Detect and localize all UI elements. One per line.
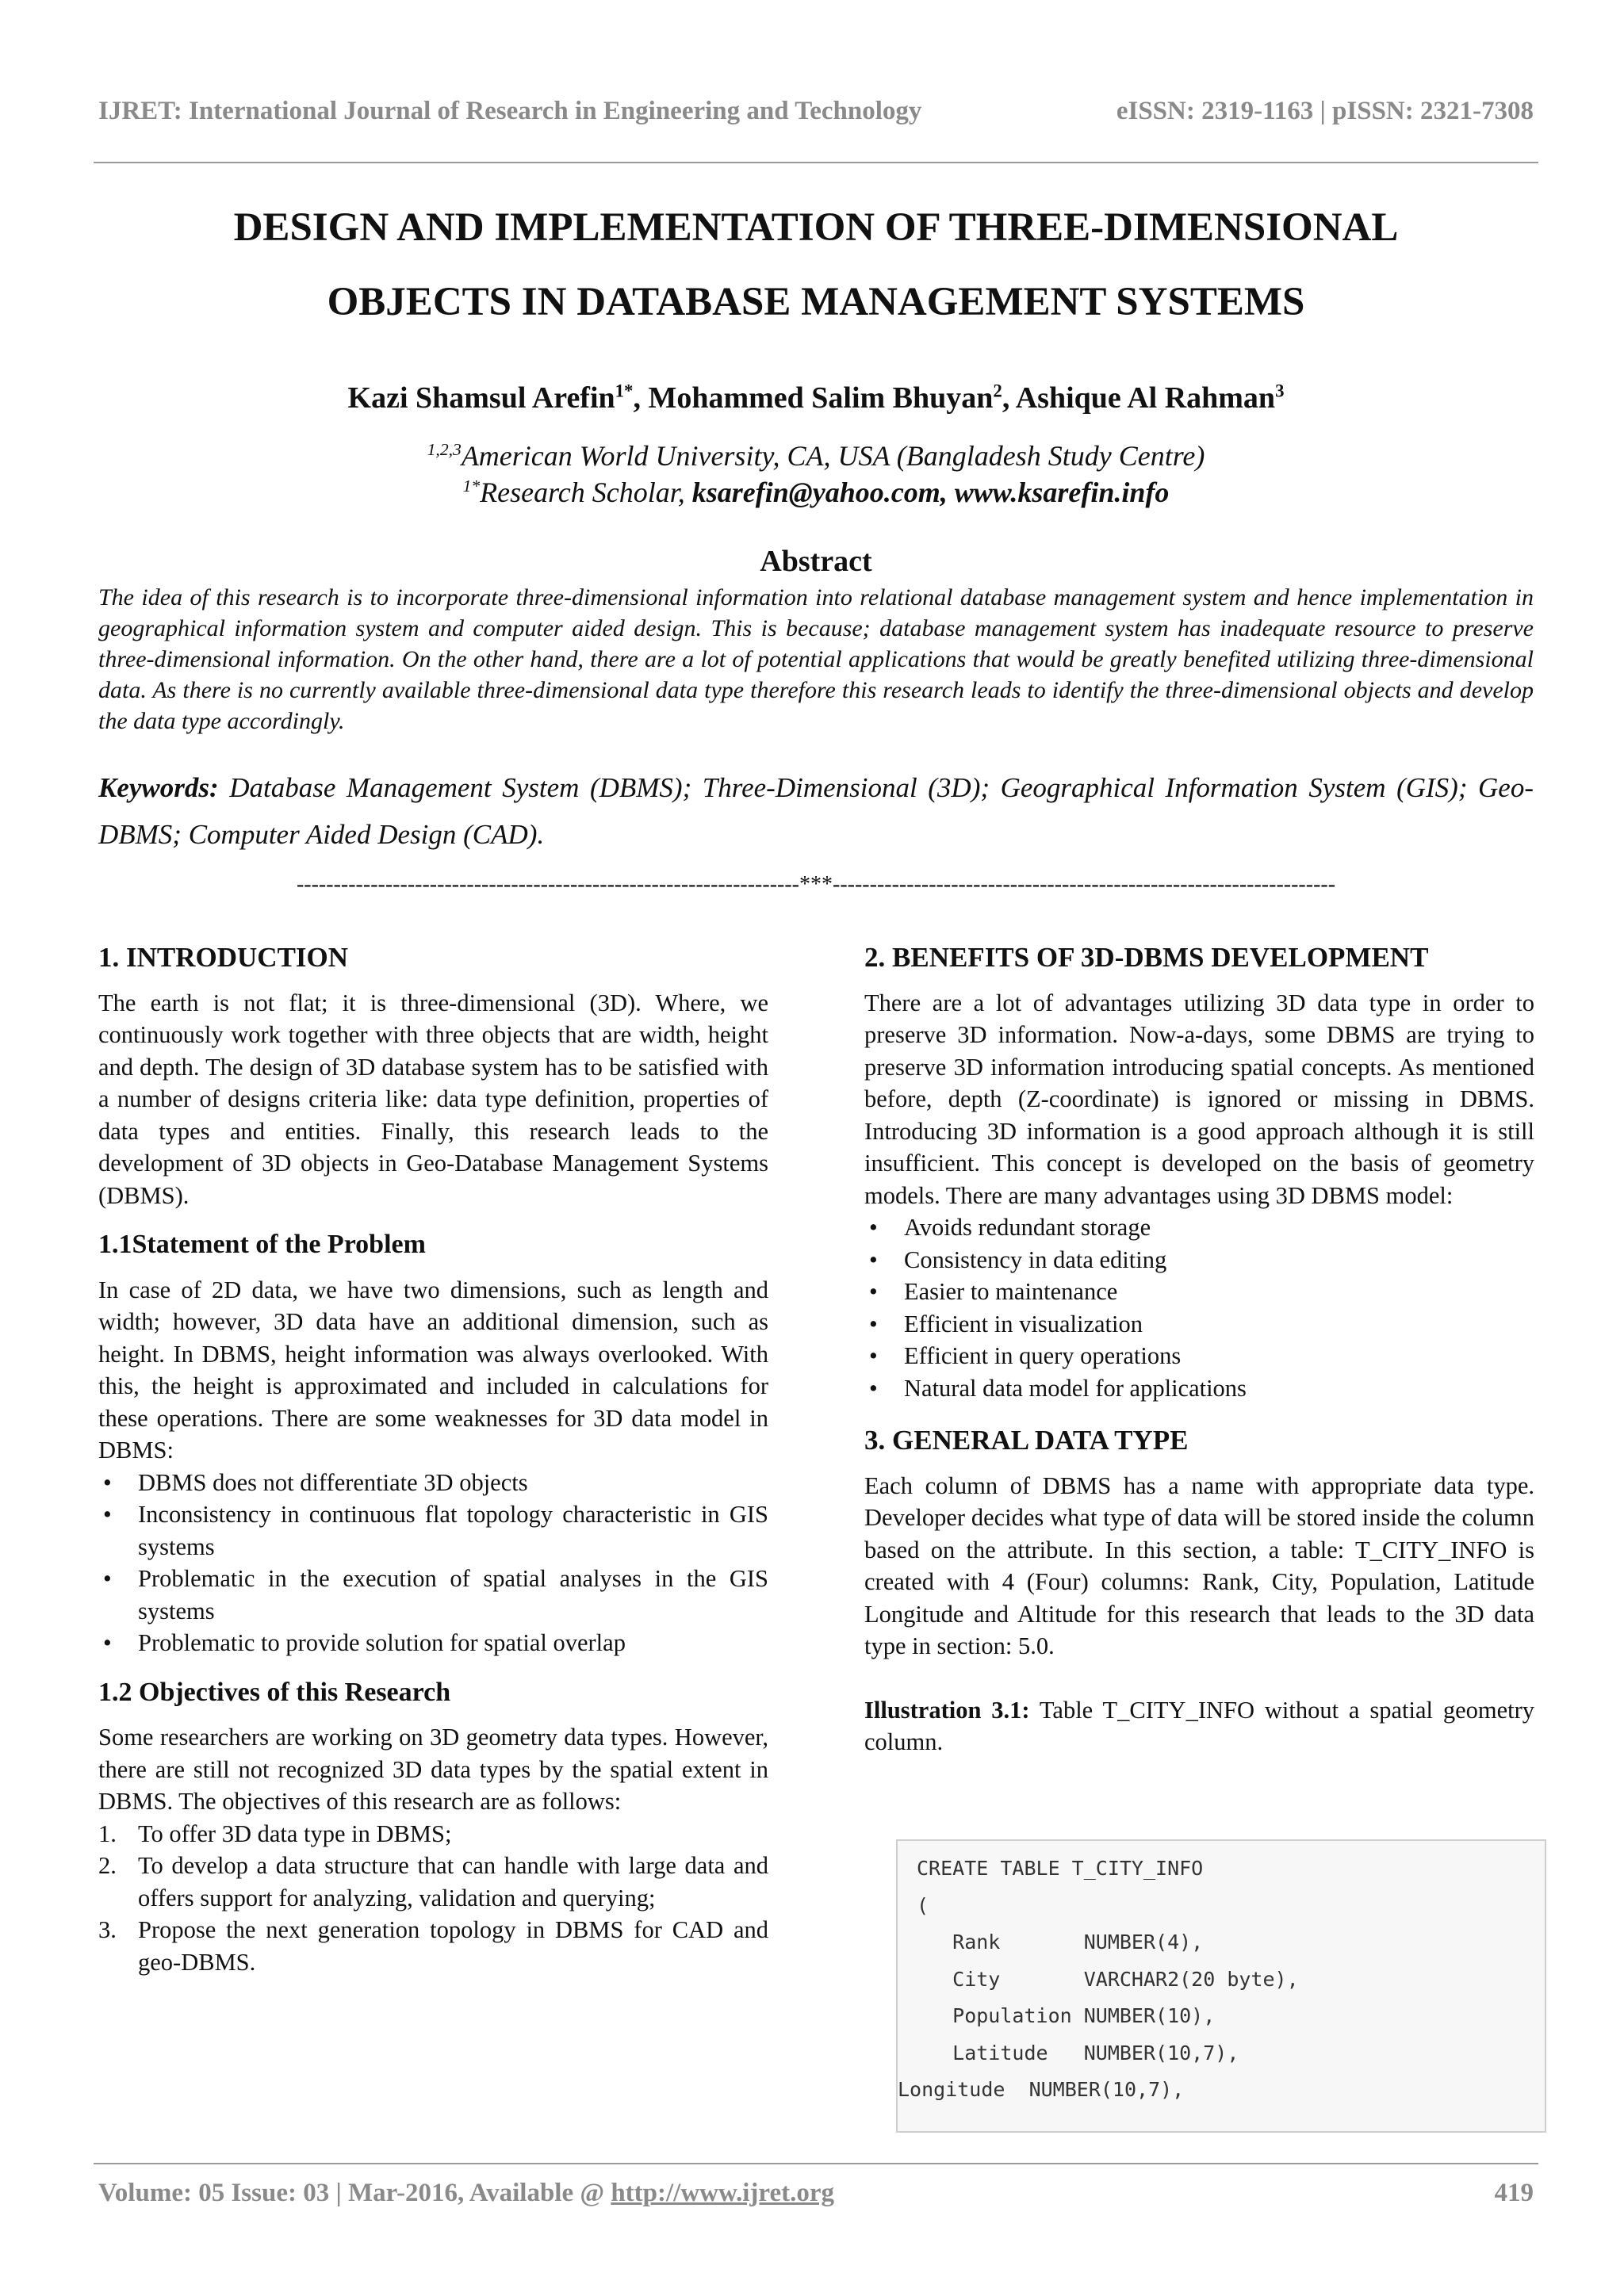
code-line: CREATE TABLE T_CITY_INFO [917, 1857, 1204, 1880]
title-line-2: OBJECTS IN DATABASE MANAGEMENT SYSTEMS [327, 280, 1305, 324]
abstract-heading: Abstract [760, 545, 872, 578]
heading-statement-of-problem: 1.1Statement of the Problem [98, 1230, 426, 1259]
affiliation-line-2: $^{1*}$Research Scholar, ksarefin@yahoo.com, www.ksarefin.info [462, 476, 1170, 508]
benefits-text: There are a lot of advantages utilizing 3D data type in order to preserve 3D information. Now-a-days, some DBMS are trying to preserve 3D information introducing spatial concepts. As mentioned before, depth (Z-coordinate) is ignored or missing in DBMS. Introducing 3D information is a good approach although it is still insufficient. This concept is developed on the basis of geometry models. There are many advantages using 3D DBMS model: [864, 989, 1534, 1209]
list-item: 1. To offer 3D data type in DBMS; [98, 1820, 452, 1847]
author-2: Mohammed Salim Bhuyan$^2$, [648, 381, 1016, 415]
objectives-list [98, 1818, 768, 1979]
affiliation-line-1: $^{1,2,3}$American World University, CA, USA (Bangladesh Study Centre) [427, 440, 1205, 472]
general-data-type-text: Each column of DBMS has a name with appropriate data type. Developer decides what type of data will be stored inside the column based on the attribute. In this section, a table: T_CITY_INFO is created with 4 (Four) columns: Rank, City, Population, Latitude Longitude and Altitude for this research that leads to the 3D data type in section: 5.0. [864, 1471, 1534, 1659]
illustration-caption: Illustration 3.1: Table T_CITY_INFO without a spatial geometry column. [864, 1696, 1535, 1755]
list-item: 2. To develop a data structure that can handle with large data and offers support for analyzing, validation and querying; [98, 1852, 768, 1911]
heading-general-data-type: 3. GENERAL DATA TYPE [864, 1425, 1189, 1456]
author-3: Ashique Al Rahman$^3$ [1015, 381, 1285, 415]
code-line: Population NUMBER(10), [917, 2004, 1216, 2027]
list-item: • Avoids redundant storage [869, 1214, 1151, 1241]
keywords-label: Keywords: [98, 772, 219, 803]
code-line: ( [917, 1893, 929, 1917]
list-item: • Easier to maintenance [869, 1278, 1118, 1305]
section-separator: --------------------------------------------------------------------***-------------------------------------------------------------------- [296, 872, 1336, 897]
title-line-1: DESIGN AND IMPLEMENTATION OF THREE-DIMENSIONAL [233, 205, 1399, 250]
left-column [98, 942, 768, 1978]
advantages-list [864, 1211, 1534, 1404]
code-line: Longitude NUMBER(10,7), [898, 2078, 1185, 2101]
footer-rule [94, 2163, 1538, 2164]
abstract-text: The idea of this research is to incorporate three-dimensional information into relational database management system and hence implementation in geographical information system and computer aided design. This is because; database management system has inadequate resource to preserve three-dimensional information. On the other hand, there are a lot of potential applications that would be greatly benefited utilizing three-dimensional data. As there is no currently available three-dimensional data type therefore this research leads to identify the three-dimensional objects and develop the data type accordingly. [98, 584, 1534, 734]
author-1: Kazi Shamsul Arefin$^{1*}$, [347, 381, 649, 415]
list-item: 3. Propose the next generation topology in DBMS for CAD and geo-DBMS. [98, 1916, 768, 1976]
authors [98, 381, 1534, 415]
heading-introduction: 1. INTRODUCTION [98, 942, 349, 973]
code-line: City VARCHAR2(20 byte), [917, 1967, 1299, 1991]
journal-name: IJRET: International Journal of Research in Engineering and Technology [98, 97, 922, 125]
code-listing [896, 1839, 1546, 2133]
list-item: • DBMS does not differentiate 3D objects [103, 1468, 528, 1496]
journal-link[interactable]: http://www.ijret.org [611, 2179, 834, 2207]
footer-volume: Volume: 05 Issue: 03 | Mar-2016, Available @ http://www.ijret.org [98, 2179, 834, 2207]
code-line: Latitude NUMBER(10,7), [917, 2041, 1239, 2064]
keywords [98, 764, 1534, 858]
list-item: • Efficient in visualization [869, 1310, 1143, 1337]
introduction-text: The earth is not flat; it is three-dimensional (3D). Where, we continuously work together with three objects that are width, height and depth. The design of 3D database system has to be satisfied with a number of designs criteria like: data type definition, properties of data types and entities. Finally, this research leads to the development of 3D objects in Geo-Database Management Systems (DBMS). [98, 989, 768, 1209]
code-line: Rank NUMBER(4), [917, 1931, 1204, 1954]
objectives-text: Some researchers are working on 3D geometry data types. However, there are still not recognized 3D data types by the spatial extent in DBMS. The objectives of this research are as follows: [98, 1724, 768, 1815]
statement-text: In case of 2D data, we have two dimensions, such as length and width; however, 3D data have an additional dimension, such as height. In DBMS, height information was always overlooked. With this, the height is approximated and included in calculations for these operations. There are some weaknesses for 3D data model in DBMS: [98, 1276, 768, 1464]
page-number: 419 [1494, 2179, 1534, 2207]
right-column [864, 942, 1534, 1758]
list-item: • Efficient in query operations [869, 1342, 1182, 1369]
running-header [98, 97, 1534, 126]
heading-objectives: 1.2 Objectives of this Research [98, 1677, 451, 1707]
header-rule [94, 162, 1538, 163]
contact-info: ksarefin@yahoo.com, www.ksarefin.info [691, 476, 1170, 508]
list-item: • Natural data model for applications [869, 1374, 1247, 1402]
heading-benefits: 2. BENEFITS OF 3D-DBMS DEVELOPMENT [864, 942, 1429, 973]
list-item: • Problematic in the execution of spatial analyses in the GIS systems [103, 1565, 768, 1624]
list-item: • Problematic to provide solution for spatial overlap [103, 1629, 626, 1656]
keywords-text: Database Management System (DBMS); Three-Dimensional (3D); Geographical Information System (GIS); Geo-DBMS; Computer Aided Design (CAD). [98, 772, 1534, 850]
weakness-list [98, 1467, 768, 1659]
list-item: • Consistency in data editing [869, 1246, 1167, 1273]
illustration-label: Illustration 3.1: [864, 1696, 1030, 1724]
footer [98, 2179, 1534, 2208]
issn: eISSN: 2319-1163 | pISSN: 2321-7308 [1116, 97, 1534, 125]
list-item: • Inconsistency in continuous flat topology characteristic in GIS systems [103, 1501, 768, 1560]
